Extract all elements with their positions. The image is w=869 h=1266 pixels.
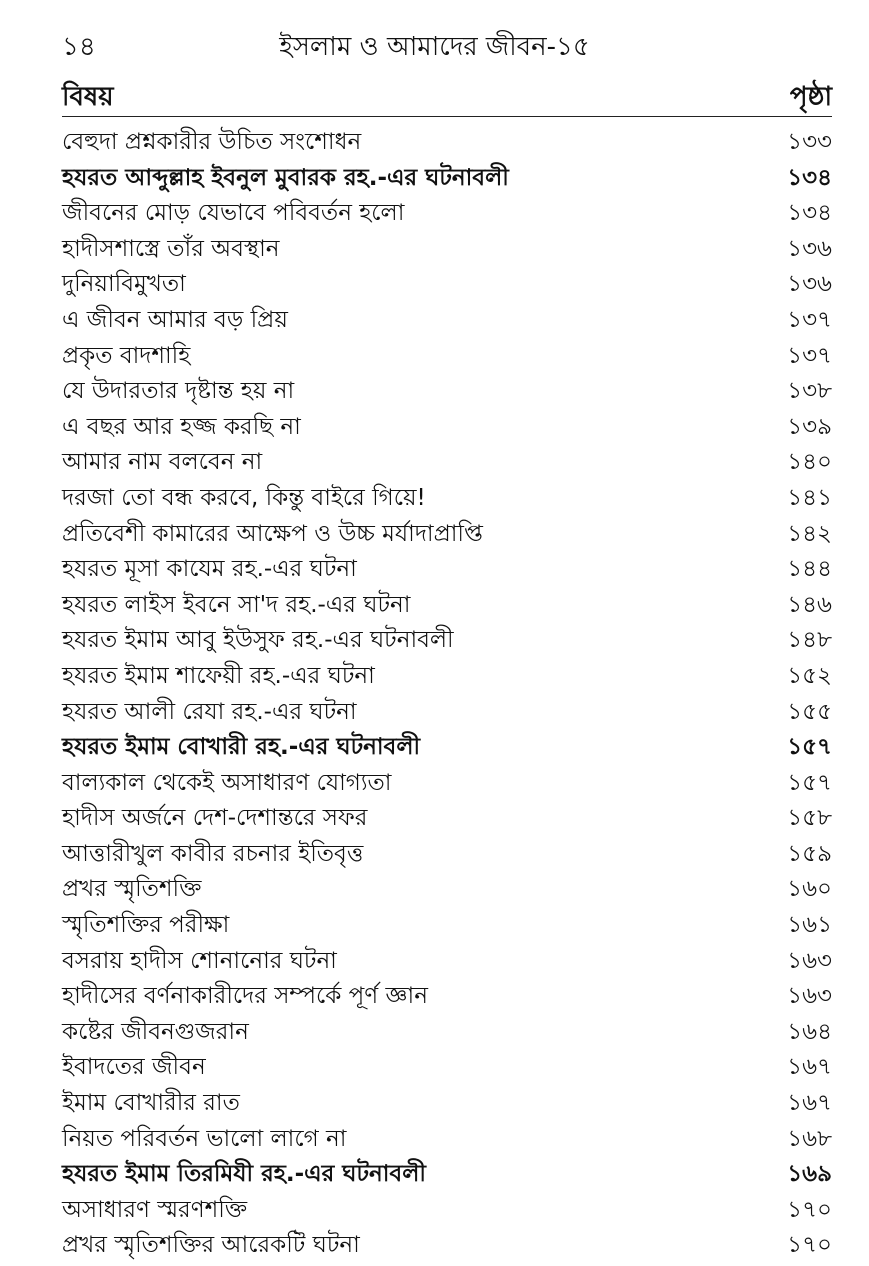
entry-title: হযরত লাইস ইবনে সা'দ রহ.-এর ঘটনা bbox=[62, 591, 411, 618]
entry-page-number: ১৫৯ bbox=[787, 840, 832, 867]
entry-page-number: ১৩৮ bbox=[787, 378, 832, 405]
toc-entry bbox=[62, 267, 832, 303]
toc-entry bbox=[62, 481, 832, 517]
toc-entry bbox=[62, 445, 832, 481]
entry-title: ইমাম বোখারীর রাত bbox=[62, 1090, 240, 1117]
toc-entry bbox=[62, 695, 832, 731]
entry-title: দরজা তো বন্ধ করবে, কিন্তু বাইরে গিয়ে! bbox=[62, 484, 426, 511]
entry-page-number: ১৬৭ bbox=[787, 1090, 832, 1117]
entry-page-number: ১৩৪ bbox=[787, 200, 832, 227]
book-title: ইসলাম ও আমাদের জীবন-১৫ bbox=[279, 32, 590, 62]
entry-page-number: ১৪০ bbox=[787, 449, 832, 476]
toc-entry bbox=[62, 766, 832, 802]
entry-page-number: ১৬০ bbox=[787, 876, 832, 903]
entry-page-number: ১৫৭ bbox=[787, 734, 832, 761]
toc-entry bbox=[62, 339, 832, 375]
toc-entry bbox=[62, 232, 832, 268]
entry-title: হযরত মূসা কাযেম রহ.-এর ঘটনা bbox=[62, 556, 357, 583]
entry-title: হযরত ইমাম শাফেয়ী রহ.-এর ঘটনা bbox=[62, 662, 375, 689]
entry-page-number: ১৪৪ bbox=[787, 556, 832, 583]
entry-title: হযরত ইমাম তিরমিযী রহ.-এর ঘটনাবলী bbox=[62, 1161, 426, 1188]
toc-entry bbox=[62, 837, 832, 873]
toc-entry bbox=[62, 517, 832, 553]
toc-entry bbox=[62, 659, 832, 695]
entry-page-number: ১৪১ bbox=[787, 484, 832, 511]
entry-page-number: ১৬৩ bbox=[787, 983, 832, 1010]
entry-page-number: ১৫৮ bbox=[787, 805, 832, 832]
entry-page-number: ১৬৩ bbox=[787, 947, 832, 974]
toc-entry bbox=[62, 872, 832, 908]
toc-section-heading bbox=[62, 161, 832, 197]
entry-page-number: ১৪৬ bbox=[787, 591, 832, 618]
entry-page-number: ১৩৭ bbox=[787, 342, 832, 369]
entry-title: আমার নাম বলবেন না bbox=[62, 449, 263, 476]
entry-title: অসাধারণ স্মরণশক্তি bbox=[62, 1196, 248, 1223]
entry-title: হযরত আব্দুল্লাহ ইবনুল মুবারক রহ.-এর ঘটনাবলী bbox=[62, 164, 509, 191]
toc-entry bbox=[62, 410, 832, 446]
entry-page-number: ১৩৩ bbox=[787, 129, 832, 155]
toc-entry bbox=[62, 1193, 832, 1229]
entry-title: জীবনের মোড় যেভাবে পবিবর্তন হলো bbox=[62, 200, 405, 227]
toc-entry bbox=[62, 588, 832, 624]
entry-title: স্মৃতিশক্তির পরীক্ষা bbox=[62, 912, 230, 939]
entry-title: হাদীস অর্জনে দেশ-দেশান্তরে সফর bbox=[62, 805, 368, 832]
entry-page-number: ১৩৭ bbox=[787, 306, 832, 333]
toc-section-heading bbox=[62, 730, 832, 766]
toc-section-heading bbox=[62, 1157, 832, 1193]
entry-page-number: ১৩৯ bbox=[787, 413, 832, 440]
entry-title: প্রতিবেশী কামারের আক্ষেপ ও উচ্চ মর্যাদাপ্রাপ্তি bbox=[62, 520, 483, 547]
entry-title: প্রকৃত বাদশাহি bbox=[62, 342, 191, 369]
entry-title: ইবাদতের জীবন bbox=[62, 1054, 206, 1081]
page-number: ১৪ bbox=[62, 32, 96, 62]
entry-title: বসরায় হাদীস শোনানোর ঘটনা bbox=[62, 947, 337, 974]
page-column-label: পৃষ্ঠা bbox=[789, 82, 832, 112]
toc-entry bbox=[62, 374, 832, 410]
toc-entry bbox=[62, 1086, 832, 1122]
toc-entry bbox=[62, 979, 832, 1015]
entry-title: কষ্টের জীবনগুজরান bbox=[62, 1018, 249, 1045]
toc-entry bbox=[62, 196, 832, 232]
entry-page-number: ১৫৭ bbox=[787, 769, 832, 796]
entry-title: বাল্যকাল থেকেই অসাধারণ যোগ্যতা bbox=[62, 769, 392, 796]
entry-title: হাদীসের বর্ণনাকারীদের সম্পর্কে পূর্ণ জ্ঞান bbox=[62, 983, 428, 1010]
toc-entry bbox=[62, 552, 832, 588]
running-header bbox=[0, 26, 869, 66]
toc-entry bbox=[62, 908, 832, 944]
entry-page-number: ১৪২ bbox=[787, 520, 832, 547]
toc-entry bbox=[62, 1015, 832, 1051]
entry-title: হাদীসশাস্ত্রে তাঁর অবস্থান bbox=[62, 235, 280, 262]
toc-entry bbox=[62, 1228, 832, 1264]
entry-title: নিয়ত পরিবর্তন ভালো লাগে না bbox=[62, 1125, 347, 1152]
toc-entry bbox=[62, 1122, 832, 1158]
toc-column-header bbox=[62, 76, 832, 116]
entry-page-number: ১৫৫ bbox=[787, 698, 832, 725]
entry-page-number: ১৬১ bbox=[787, 912, 832, 939]
entry-title: হযরত ইমাম আবু ইউসুফ রহ.-এর ঘটনাবলী bbox=[62, 627, 454, 654]
entry-title: আত্তারীখুল কাবীর রচনার ইতিবৃত্ত bbox=[62, 840, 364, 867]
entry-title: হযরত আলী রেযা রহ.-এর ঘটনা bbox=[62, 698, 357, 725]
entry-title: হযরত ইমাম বোখারী রহ.-এর ঘটনাবলী bbox=[62, 734, 421, 761]
entry-page-number: ১৬৭ bbox=[787, 1054, 832, 1081]
entry-page-number: ১৩৪ bbox=[787, 164, 832, 191]
entry-page-number: ১৬৪ bbox=[787, 1018, 832, 1045]
entry-page-number: ১৭০ bbox=[787, 1196, 832, 1223]
header-divider bbox=[62, 116, 832, 117]
toc-entry bbox=[62, 623, 832, 659]
entry-title: প্রখর স্মৃতিশক্তির আরেকটি ঘটনা bbox=[62, 1232, 360, 1259]
toc-entry bbox=[62, 125, 832, 161]
entry-page-number: ১৬৯ bbox=[787, 1161, 832, 1188]
entry-title: প্রখর স্মৃতিশক্তি bbox=[62, 876, 202, 903]
entry-page-number: ১৭০ bbox=[787, 1232, 832, 1259]
entry-title: এ বছর আর হজ্জ করছি না bbox=[62, 413, 301, 440]
subject-column-label: বিষয় bbox=[62, 82, 114, 112]
toc-entry bbox=[62, 1050, 832, 1086]
entry-page-number: ১৩৬ bbox=[787, 235, 832, 262]
toc-entry bbox=[62, 944, 832, 980]
entry-title: বেহুদা প্রশ্নকারীর উচিত সংশোধন bbox=[62, 129, 362, 155]
entry-page-number: ১৩৬ bbox=[787, 271, 832, 298]
table-of-contents bbox=[62, 125, 832, 1264]
entry-title: দুনিয়াবিমুখতা bbox=[62, 271, 186, 298]
toc-entry bbox=[62, 303, 832, 339]
toc-entry bbox=[62, 801, 832, 837]
entry-page-number: ১৬৮ bbox=[787, 1125, 832, 1152]
entry-page-number: ১৪৮ bbox=[787, 627, 832, 654]
entry-title: এ জীবন আমার বড় প্রিয় bbox=[62, 306, 288, 333]
entry-title: যে উদারতার দৃষ্টান্ত হয় না bbox=[62, 378, 295, 405]
entry-page-number: ১৫২ bbox=[787, 662, 832, 689]
